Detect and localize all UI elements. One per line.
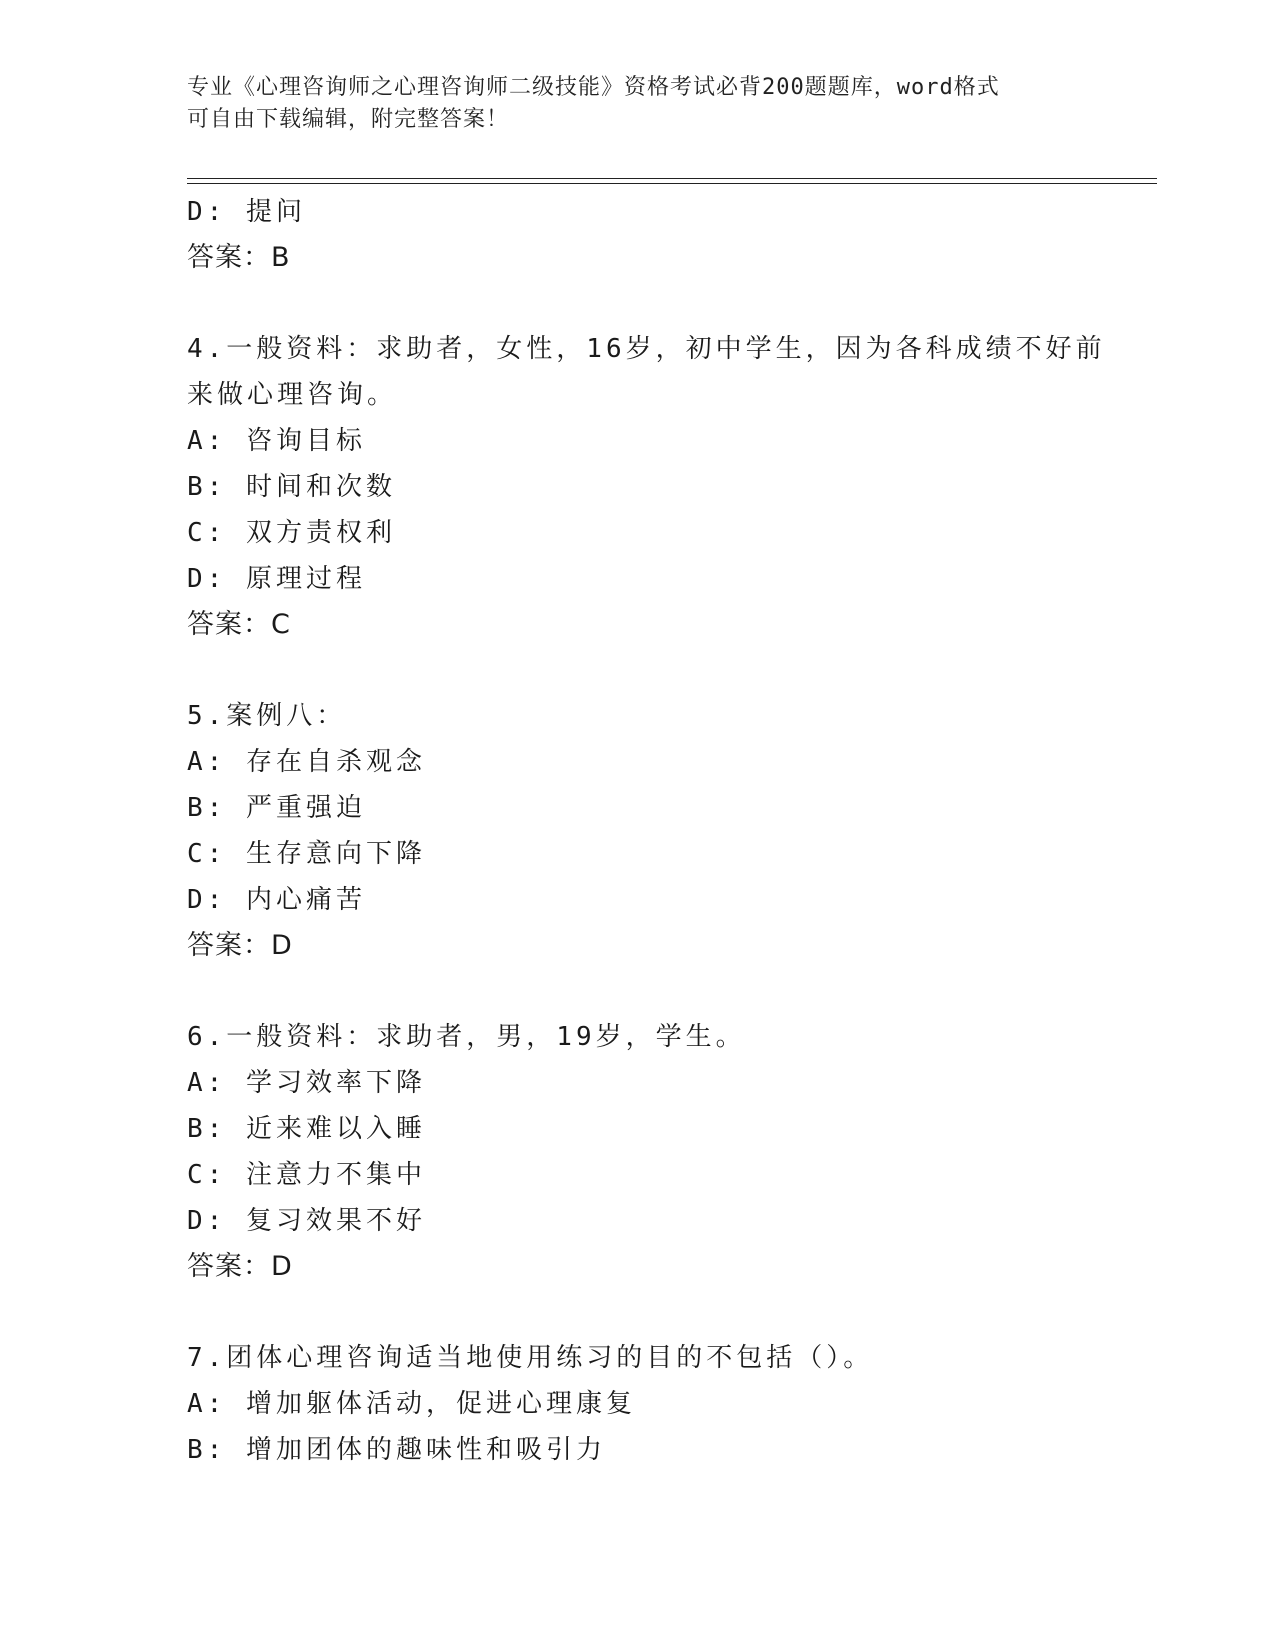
question-stem: 4.一般资料：求助者，女性，16岁，初中学生，因为各科成绩不好前 bbox=[187, 334, 1106, 364]
document-header bbox=[187, 72, 1067, 136]
header-line-1: 专业《心理咨询师之心理咨询师二级技能》资格考试必背200题题库，word格式 bbox=[187, 75, 1000, 100]
option-c: C: 注意力不集中 bbox=[187, 1160, 426, 1190]
option-d: D: 提问 bbox=[187, 197, 306, 227]
question-7 bbox=[187, 1335, 1087, 1473]
header-divider-top bbox=[187, 178, 1157, 179]
question-stem-continued: 来做心理咨询。 bbox=[187, 380, 398, 410]
question-6 bbox=[187, 1014, 1087, 1290]
question-stem: 5.案例八： bbox=[187, 701, 347, 731]
answer: 答案：D bbox=[187, 930, 293, 961]
question-stem: 6.一般资料：求助者，男，19岁，学生。 bbox=[187, 1022, 746, 1052]
option-c: C: 双方责权利 bbox=[187, 518, 396, 548]
option-a: A: 增加躯体活动，促进心理康复 bbox=[187, 1389, 636, 1419]
option-d: D: 原理过程 bbox=[187, 564, 366, 594]
document-body bbox=[187, 189, 1106, 1473]
answer: 答案：D bbox=[187, 1251, 293, 1282]
option-d: D: 内心痛苦 bbox=[187, 885, 366, 915]
header-line-2: 可自由下载编辑，附完整答案！ bbox=[187, 107, 510, 132]
option-b: B: 增加团体的趣味性和吸引力 bbox=[187, 1435, 606, 1465]
option-a: A: 咨询目标 bbox=[187, 426, 366, 456]
answer: 答案：B bbox=[187, 242, 291, 273]
question-4 bbox=[187, 326, 1106, 648]
question-5 bbox=[187, 693, 1087, 969]
option-d: D: 复习效果不好 bbox=[187, 1206, 426, 1236]
option-b: B: 近来难以入睡 bbox=[187, 1114, 426, 1144]
answer: 答案：C bbox=[187, 609, 291, 640]
question-3-tail bbox=[187, 189, 1087, 281]
option-c: C: 生存意向下降 bbox=[187, 839, 426, 869]
option-b: B: 严重强迫 bbox=[187, 793, 366, 823]
header-divider-bottom bbox=[187, 183, 1157, 184]
option-a: A: 学习效率下降 bbox=[187, 1068, 426, 1098]
option-b: B: 时间和次数 bbox=[187, 472, 396, 502]
question-stem: 7.团体心理咨询适当地使用练习的目的不包括（）。 bbox=[187, 1343, 874, 1373]
option-a: A: 存在自杀观念 bbox=[187, 747, 426, 777]
